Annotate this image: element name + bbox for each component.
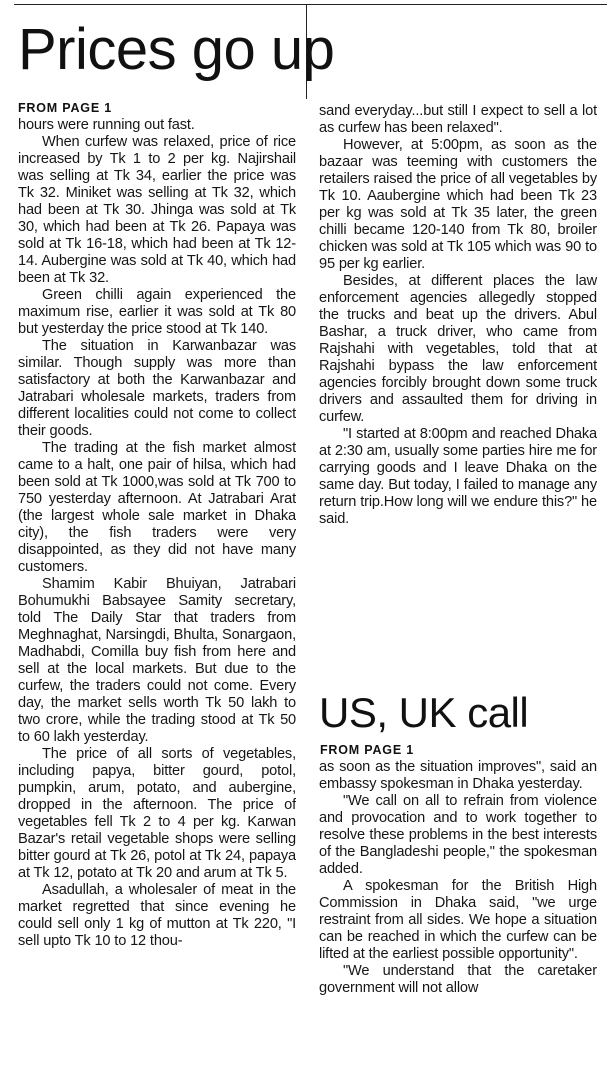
article-prices-column-1 <box>18 117 296 1068</box>
paragraph: Besides, at different places the law enforcement agencies allegedly stopped the trucks and beat up the drivers. Abul Bashar, a truck driver, who came from Rajshahi with vegetables, told that at Rajshahi bypass the law enforcement agencies forcibly brought down some truck drivers and assaulted them for driving in curfew. <box>319 273 597 425</box>
article-kicker-prices: FROM PAGE 1 <box>18 101 112 115</box>
top-rule <box>14 4 607 5</box>
paragraph: "We call on all to refrain from violence and provocation and to work together to resolve these problems in the best interests of the Bangladeshi people," the spokesman added. <box>319 793 597 877</box>
paragraph: Shamim Kabir Bhuiyan, Jatrabari Bohumukhi Babsayee Samity secretary, told The Daily Star that traders from Meghnaghat, Narsingdi, Bhulta, Sonargaon, Madhabdi, Comilla buy fish from here and sell at the local markets. But due to the curfew, the traders could not come. Every day, the market sells worth Tk 50 lakh to two crore, while the trading stood at Tk 50 to 60 lakh yesterday. <box>18 576 296 745</box>
paragraph: Asadullah, a wholesaler of meat in the market regretted that since evening he could sell only 1 kg of mutton at Tk 220, "I sell upto Tk 10 to 12 thou- <box>18 882 296 949</box>
article-headline-prices: Prices go up <box>18 17 335 82</box>
paragraph: Green chilli again experienced the maximum rise, earlier it was sold at Tk 80 but yesterday the price stood at Tk 140. <box>18 287 296 337</box>
article-headline-us-uk: US, UK call <box>319 689 529 736</box>
paragraph: The price of all sorts of vegetables, including papya, bitter gourd, potol, pumpkin, arum, potato, and aubergine, dropped in the afternoon. The price of vegetables fell Tk 2 to 4 per kg. Karwan Bazar's retail vegetable shops were selling bitter gourd at Tk 26, potol at Tk 24, papaya at Tk 12, potato at Tk 20 and arum at Tk 5. <box>18 746 296 881</box>
article-kicker-us-uk: FROM PAGE 1 <box>320 743 414 757</box>
paragraph: "We understand that the caretaker government will not allow <box>319 963 597 996</box>
paragraph: The trading at the fish market almost came to a halt, one pair of hilsa, which had been sold at Tk 1000,was sold at Tk 700 to 750 yesterday afternoon. At Jatrabari Arat (the largest whole sale market in Dhaka city), the fish traders were very disappointed, as they did not have many customers. <box>18 440 296 575</box>
paragraph: A spokesman for the British High Commission in Dhaka said, "we urge restraint from all sides. We hope a situation can be reached in which the curfew can be lifted at the earliest possible opportunity". <box>319 878 597 962</box>
paragraph: The situation in Karwanbazar was similar. Though supply was more than satisfactory at both the Karwanbazar and Jatrabari wholesale markets, traders from different localities could not come to collect their goods. <box>18 338 296 439</box>
article-prices-column-2 <box>319 103 597 583</box>
article-us-uk-column <box>319 759 597 1068</box>
paragraph: When curfew was relaxed, price of rice increased by Tk 1 to 2 per kg. Najirshail was selling at Tk 34, earlier the price was Tk 32. Miniket was selling at Tk 32, which had been at Tk 30. Jhinga was sold at Tk 30, which had been at Tk 26. Papaya was sold at Tk 16-18, which had been at Tk 12-14. Aubergine was sold at Tk 40, which had been at Tk 32. <box>18 134 296 286</box>
paragraph: hours were running out fast. <box>18 117 195 133</box>
paragraph: "I started at 8:00pm and reached Dhaka at 2:30 am, usually some parties hire me for carrying goods and I leave Dhaka on the same day. But today, I failed to manage any return trip.How long will we endure this?" he said. <box>319 426 597 527</box>
paragraph: sand everyday...but still I expect to sell a lot as curfew has been relaxed". <box>319 103 597 136</box>
paragraph: as soon as the situation improves", said an embassy spokesman in Dhaka yesterday. <box>319 759 597 792</box>
paragraph: However, at 5:00pm, as soon as the bazaar was teeming with customers the retailers raised the price of all vegetables by Tk 10. Aaubergine which had been Tk 23 per kg was sold at Tk 35 later, the green chilli became 120-140 from Tk 80, broiler chicken was sold at Tk 105 which was 90 to 95 per kg earlier. <box>319 137 597 272</box>
